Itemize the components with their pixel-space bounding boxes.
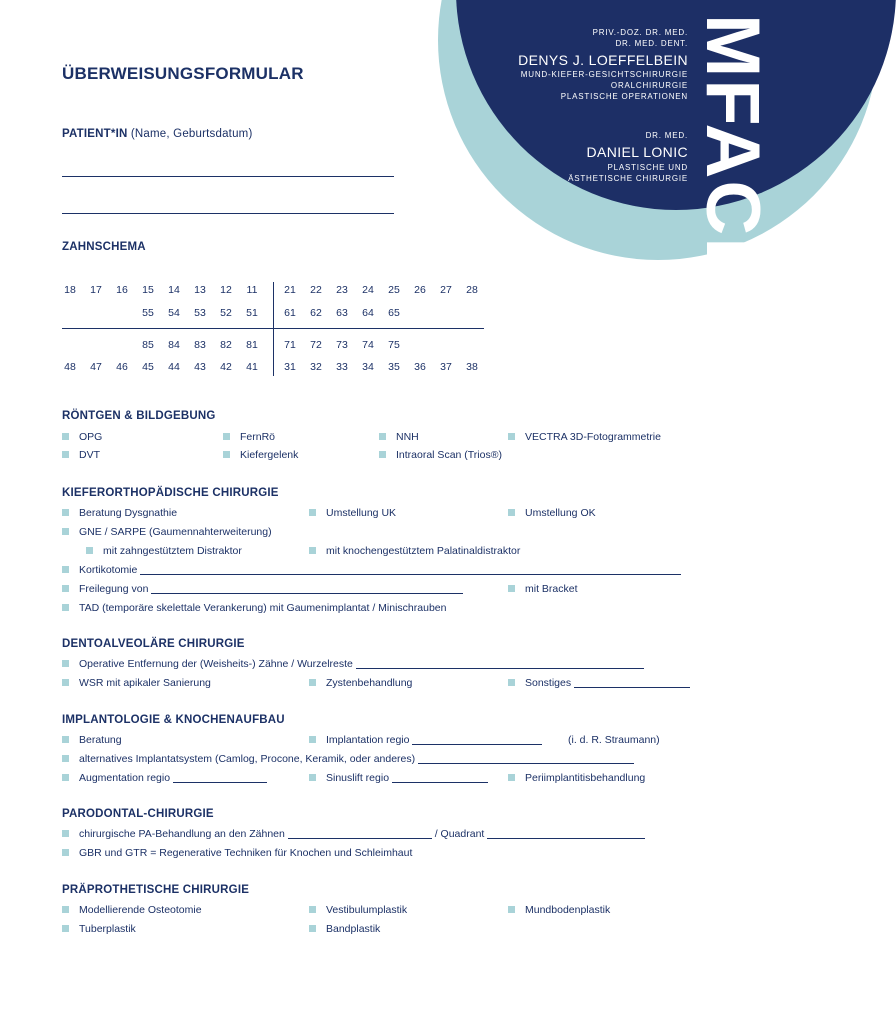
doctor1-block — [518, 27, 688, 102]
praepro-label: PRÄPROTHETISCHE CHIRURGIE — [62, 884, 250, 896]
checkbox[interactable] — [62, 736, 69, 743]
tooth-34[interactable]: 34 — [362, 361, 374, 373]
checkbox[interactable] — [508, 906, 515, 913]
checkbox[interactable] — [62, 755, 69, 762]
implant-implantation[interactable] — [309, 734, 542, 747]
kfo-bracket[interactable] — [508, 583, 578, 596]
checkbox[interactable] — [309, 547, 316, 554]
tooth-47[interactable]: 47 — [90, 361, 102, 373]
checkbox[interactable] — [508, 509, 515, 516]
tooth-75[interactable]: 75 — [388, 339, 400, 351]
doctor1-name: DENYS J. LOEFFELBEIN — [518, 52, 688, 68]
checkbox[interactable] — [62, 604, 69, 611]
tooth-25[interactable]: 25 — [388, 284, 400, 296]
tooth-41[interactable]: 41 — [246, 361, 258, 373]
implant-augmentation-field[interactable] — [173, 773, 267, 783]
tooth-53[interactable]: 53 — [194, 307, 206, 319]
roentgen-nnh[interactable] — [379, 431, 419, 444]
tooth-52[interactable]: 52 — [220, 307, 232, 319]
checkbox[interactable] — [62, 906, 69, 913]
implant-beratung-label: Beratung — [79, 734, 122, 746]
implant-sinuslift[interactable] — [309, 772, 488, 785]
kfo-umstellung-uk-label: Umstellung UK — [326, 507, 397, 519]
checkbox[interactable] — [62, 925, 69, 932]
tooth-16[interactable]: 16 — [116, 284, 128, 296]
parodontal-pa[interactable] — [62, 828, 645, 841]
tooth-85[interactable]: 85 — [142, 339, 154, 351]
dento-zysten-label: Zystenbehandlung — [326, 677, 413, 689]
parodontal-quadrant-label: / Quadrant — [434, 828, 485, 840]
tooth-42[interactable]: 42 — [220, 361, 232, 373]
tooth-64[interactable]: 64 — [362, 307, 374, 319]
checkbox[interactable] — [508, 774, 515, 781]
dento-wsr-label: WSR mit apikaler Sanierung — [79, 677, 211, 689]
checkbox[interactable] — [62, 830, 69, 837]
kfo-freilegung-field[interactable] — [151, 584, 463, 594]
implant-beratung[interactable] — [62, 734, 122, 747]
tooth-62[interactable]: 62 — [310, 307, 322, 319]
tooth-31[interactable]: 31 — [284, 361, 296, 373]
tooth-15[interactable]: 15 — [142, 284, 154, 296]
tooth-24[interactable]: 24 — [362, 284, 374, 296]
patient-hint: (Name, Geburtsdatum) — [130, 128, 253, 140]
parodontal-quadrant-field[interactable] — [487, 829, 645, 839]
praepro-vestibulum-label: Vestibulumplastik — [326, 904, 408, 916]
patient-line-1[interactable] — [62, 176, 394, 177]
implant-alternatives-field[interactable] — [418, 754, 634, 764]
tooth-13[interactable]: 13 — [194, 284, 206, 296]
kfo-kortikotomie-field[interactable] — [140, 565, 681, 575]
kfo-zahngestuetzt-label: mit zahngestütztem Distraktor — [103, 545, 242, 557]
roentgen-opg-label: OPG — [79, 431, 103, 443]
implant-sinuslift-label: Sinuslift regio — [326, 772, 390, 784]
praepro-vestibulum[interactable] — [309, 904, 407, 917]
kfo-kortikotomie-label: Kortikotomie — [79, 564, 138, 576]
tooth-36[interactable]: 36 — [414, 361, 426, 373]
kfo-knochengestuetzt[interactable] — [309, 545, 520, 558]
tooth-28[interactable]: 28 — [466, 284, 478, 296]
tooth-23[interactable]: 23 — [336, 284, 348, 296]
tooth-45[interactable]: 45 — [142, 361, 154, 373]
doctor2-name: DANIEL LONIC — [586, 144, 688, 160]
tooth-14[interactable]: 14 — [168, 284, 180, 296]
kfo-gne-label: GNE / SARPE (Gaumennahterweiterung) — [79, 526, 272, 538]
kfo-gne[interactable] — [62, 526, 272, 539]
doctor1-spec-2: ORALCHIRURGIE — [610, 81, 688, 90]
tooth-11[interactable]: 11 — [246, 284, 258, 296]
checkbox[interactable] — [62, 660, 69, 667]
doctor2-block — [568, 130, 688, 184]
tooth-84[interactable]: 84 — [168, 339, 180, 351]
checkbox[interactable] — [62, 451, 69, 458]
tooth-35[interactable]: 35 — [388, 361, 400, 373]
doctor2-spec-2: ÄSTHETISCHE CHIRURGIE — [568, 174, 688, 183]
doctor1-title-2: DR. MED. DENT. — [615, 39, 688, 48]
checkbox[interactable] — [309, 679, 316, 686]
kfo-bracket-label: mit Bracket — [525, 583, 578, 595]
tooth-48[interactable]: 48 — [64, 361, 76, 373]
roentgen-fernroe-label: FernRö — [240, 431, 276, 443]
implant-label: IMPLANTOLOGIE & KNOCHENAUFBAU — [62, 714, 285, 726]
parodontal-pa-field[interactable] — [288, 829, 432, 839]
doctor1-title-1: PRIV.-DOZ. DR. MED. — [592, 28, 688, 37]
roentgen-nnh-label: NNH — [396, 431, 419, 443]
dento-sonstiges-label: Sonstiges — [525, 677, 572, 689]
checkbox[interactable] — [309, 509, 316, 516]
doctor2-spec-1: PLASTISCHE UND — [607, 163, 688, 172]
implant-alternatives[interactable] — [62, 753, 634, 766]
tooth-38[interactable]: 38 — [466, 361, 478, 373]
tooth-63[interactable]: 63 — [336, 307, 348, 319]
checkbox[interactable] — [508, 679, 515, 686]
parodontal-gbr-label: GBR und GTR = Regenerative Techniken für Knochen und Schleimhaut — [79, 847, 413, 859]
tooth-chart-vertical-axis — [273, 282, 274, 376]
dento-sonstiges-field[interactable] — [574, 678, 690, 688]
checkbox[interactable] — [62, 679, 69, 686]
roentgen-label: RÖNTGEN & BILDGEBUNG — [62, 410, 216, 422]
tooth-81[interactable]: 81 — [246, 339, 258, 351]
brand-logo — [690, 14, 775, 304]
roentgen-fernroe[interactable] — [223, 431, 275, 444]
praepro-tuber-label: Tuberplastik — [79, 923, 136, 935]
doctor1-spec-1: MUND-KIEFER-GESICHTSCHIRURGIE — [520, 70, 688, 79]
implant-sinuslift-field[interactable] — [392, 773, 488, 783]
doctor1-spec-3: PLASTISCHE OPERATIONEN — [560, 92, 688, 101]
checkbox[interactable] — [309, 736, 316, 743]
kfo-label: KIEFERORTHOPÄDISCHE CHIRURGIE — [62, 487, 279, 499]
tooth-18[interactable]: 18 — [64, 284, 76, 296]
checkbox[interactable] — [62, 585, 69, 592]
parodontal-gbr[interactable] — [62, 847, 412, 860]
checkbox[interactable] — [62, 774, 69, 781]
tooth-26[interactable]: 26 — [414, 284, 426, 296]
dento-entfernung-field[interactable] — [356, 659, 644, 669]
praepro-osteotomie[interactable] — [62, 904, 202, 917]
zahnschema-label: ZAHNSCHEMA — [62, 241, 146, 253]
roentgen-intraoral-scan[interactable] — [379, 449, 502, 462]
tooth-82[interactable]: 82 — [220, 339, 232, 351]
parodontal-pa-label: chirurgische PA-Behandlung an den Zähnen — [79, 828, 285, 840]
kfo-umstellung-uk[interactable] — [309, 507, 396, 520]
tooth-43[interactable]: 43 — [194, 361, 206, 373]
tooth-44[interactable]: 44 — [168, 361, 180, 373]
tooth-51[interactable]: 51 — [246, 307, 258, 319]
tooth-27[interactable]: 27 — [440, 284, 452, 296]
dento-entfernung-label: Operative Entfernung der (Weisheits-) Zähne / Wurzelreste — [79, 658, 353, 670]
checkbox[interactable] — [309, 925, 316, 932]
kfo-tad[interactable] — [62, 602, 446, 615]
kfo-knochengestuetzt-label: mit knochengestütztem Palatinaldistraktor — [326, 545, 521, 557]
implant-straumann: (i. d. R. Straumann) — [568, 734, 660, 746]
praepro-mundboden[interactable] — [508, 904, 610, 917]
roentgen-dvt-label: DVT — [79, 449, 100, 461]
tooth-37[interactable]: 37 — [440, 361, 452, 373]
implant-periimplantitis[interactable] — [508, 772, 645, 785]
praepro-osteotomie-label: Modellierende Osteotomie — [79, 904, 202, 916]
roentgen-dvt[interactable] — [62, 449, 100, 462]
doctor2-title-1: DR. MED. — [645, 131, 688, 140]
patient-line-2[interactable] — [62, 213, 394, 214]
kfo-freilegung[interactable] — [62, 583, 463, 596]
tooth-22[interactable]: 22 — [310, 284, 322, 296]
tooth-83[interactable]: 83 — [194, 339, 206, 351]
checkbox[interactable] — [62, 566, 69, 573]
tooth-46[interactable]: 46 — [116, 361, 128, 373]
tooth-21[interactable]: 21 — [284, 284, 296, 296]
dento-entfernung[interactable] — [62, 658, 644, 671]
tooth-32[interactable]: 32 — [310, 361, 322, 373]
parodontal-label: PARODONTAL-CHIRURGIE — [62, 808, 214, 820]
brand-logo-text: MFACE — [690, 14, 775, 290]
tooth-61[interactable]: 61 — [284, 307, 296, 319]
patient-label-text: PATIENT*IN — [62, 128, 128, 140]
praepro-band-label: Bandplastik — [326, 923, 381, 935]
tooth-65[interactable]: 65 — [388, 307, 400, 319]
tooth-17[interactable]: 17 — [90, 284, 102, 296]
checkbox[interactable] — [62, 849, 69, 856]
dento-wsr[interactable] — [62, 677, 211, 690]
kfo-beratung-label: Beratung Dysgnathie — [79, 507, 178, 519]
kfo-tad-label: TAD (temporäre skelettale Verankerung) mit Gaumenimplantat / Minischrauben — [79, 602, 447, 614]
implant-augmentation[interactable] — [62, 772, 267, 785]
checkbox[interactable] — [379, 433, 386, 440]
kfo-kortikotomie[interactable] — [62, 564, 681, 577]
tooth-55[interactable]: 55 — [142, 307, 154, 319]
kfo-freilegung-label: Freilegung von — [79, 583, 149, 595]
checkbox[interactable] — [309, 906, 316, 913]
tooth-71[interactable]: 71 — [284, 339, 296, 351]
roentgen-intraoral-scan-label: Intraoral Scan (Trios®) — [396, 449, 502, 461]
tooth-74[interactable]: 74 — [362, 339, 374, 351]
dento-sonstiges[interactable] — [508, 677, 690, 690]
roentgen-vectra[interactable] — [508, 431, 661, 444]
roentgen-opg[interactable] — [62, 431, 102, 444]
implant-augmentation-label: Augmentation regio — [79, 772, 171, 784]
tooth-chart-horizontal-axis — [62, 328, 484, 329]
praepro-mundboden-label: Mundbodenplastik — [525, 904, 611, 916]
checkbox[interactable] — [379, 451, 386, 458]
checkbox[interactable] — [508, 585, 515, 592]
roentgen-vectra-label: VECTRA 3D-Fotogrammetrie — [525, 431, 661, 443]
implant-implantation-field[interactable] — [412, 735, 542, 745]
tooth-72[interactable]: 72 — [310, 339, 322, 351]
checkbox[interactable] — [62, 433, 69, 440]
implant-implantation-label: Implantation regio — [326, 734, 410, 746]
praepro-band[interactable] — [309, 923, 380, 936]
kfo-umstellung-ok-label: Umstellung OK — [525, 507, 596, 519]
checkbox[interactable] — [309, 774, 316, 781]
dento-zysten[interactable] — [309, 677, 412, 690]
checkbox[interactable] — [223, 433, 230, 440]
roentgen-kiefergelenk[interactable] — [223, 449, 298, 462]
page-title: ÜBERWEISUNGSFORMULAR — [62, 64, 304, 83]
tooth-54[interactable]: 54 — [168, 307, 180, 319]
tooth-12[interactable]: 12 — [220, 284, 232, 296]
praepro-tuber[interactable] — [62, 923, 136, 936]
kfo-umstellung-ok[interactable] — [508, 507, 596, 520]
checkbox[interactable] — [223, 451, 230, 458]
implant-alternatives-label: alternatives Implantatsystem (Camlog, Procone, Keramik, oder anderes) — [79, 753, 416, 765]
tooth-73[interactable]: 73 — [336, 339, 348, 351]
kfo-beratung[interactable] — [62, 507, 177, 520]
checkbox[interactable] — [508, 433, 515, 440]
checkbox[interactable] — [62, 528, 69, 535]
checkbox[interactable] — [62, 509, 69, 516]
checkbox[interactable] — [86, 547, 93, 554]
implant-periimplantitis-label: Periimplantitisbehandlung — [525, 772, 646, 784]
roentgen-kiefergelenk-label: Kiefergelenk — [240, 449, 299, 461]
tooth-33[interactable]: 33 — [336, 361, 348, 373]
patient-label — [62, 128, 252, 140]
kfo-zahngestuetzt[interactable] — [86, 545, 242, 558]
dento-label: DENTOALVEOLÄRE CHIRURGIE — [62, 638, 245, 650]
